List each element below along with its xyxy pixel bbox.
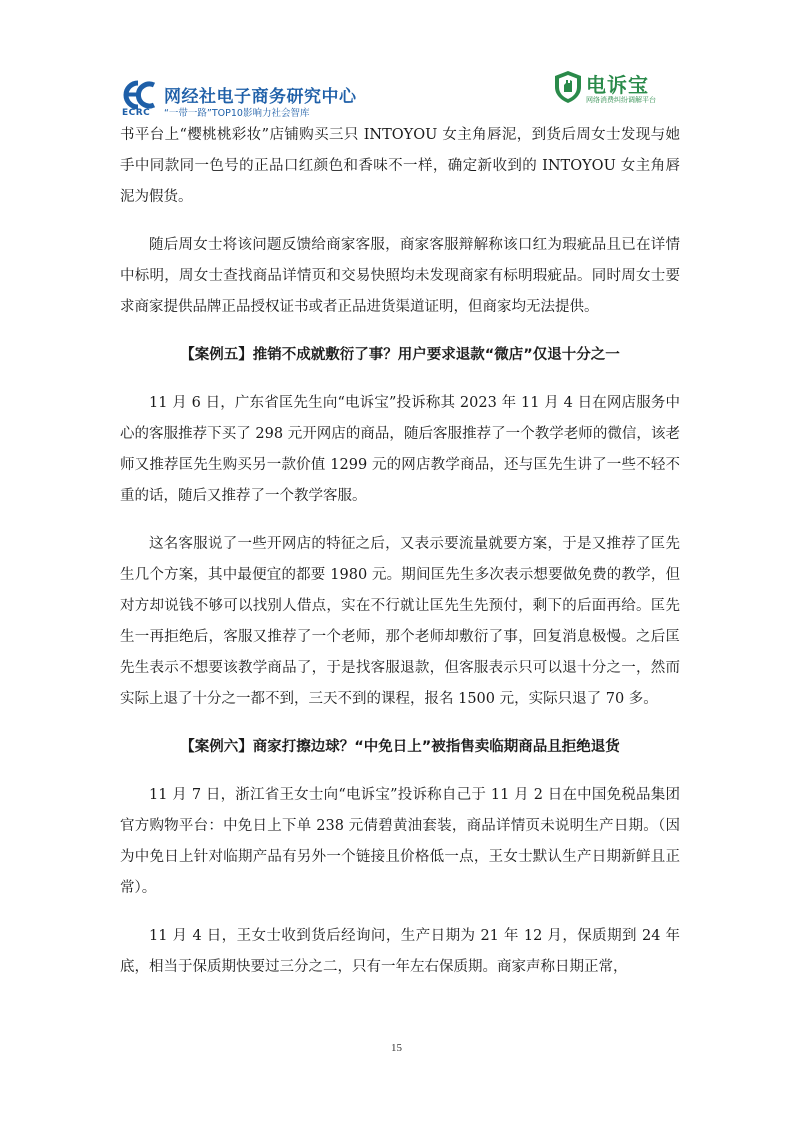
ecrc-logo: [118, 78, 378, 122]
brand-tagline: 网络消费纠纷调解平台: [586, 96, 656, 104]
paragraph-3: 11 月 6 日，广东省匡先生向“电诉宝”投诉称其 2023 年 11 月 4 日在网店服务中心的客服推荐下买了 298 元开网店的商品，随后客服推荐了一个教学老师的微信，该老师又推荐匡先生购买另一款价值 1299 元的网店教学商品，还与匡先生讲了一些不轻不重的话，随后又推荐了一个教学客服。: [120, 395, 680, 504]
shield-icon: [553, 70, 583, 104]
document-body: [120, 120, 680, 1000]
paragraph-2: 随后周女士将该问题反馈给商家客服，商家客服辩解称该口红为瑕疵品且已在详情中标明，周女士查找商品详情页和交易快照均未发现商家有标明瑕疵品。同时周女士要求商家提供品牌正品授权证书或者正品进货渠道证明，但商家均无法提供。: [120, 237, 680, 315]
org-tagline: “一带一路”TOP10影响力社会智库: [164, 108, 310, 119]
ecrc-abbr: ECRC: [122, 108, 151, 118]
dianshubao-logo: [553, 70, 678, 110]
paragraph-5: 11 月 7 日，浙江省王女士向“电诉宝”投诉称自己于 11 月 2 日在中国免税品集团官方购物平台：中免日上下单 238 元倩碧黄油套装，商品详情页未说明生产日期。（因为中免日上针对临期产品有另外一个链接且价格低一点，王女士默认生产日期新鲜且正常）。: [120, 787, 680, 896]
case-5-heading: 【案例五】推销不成就敷衍了事？用户要求退款“微店”仅退十分之一: [180, 347, 620, 363]
brand-name: 电诉宝: [586, 73, 649, 97]
org-name: 网经社电子商务研究中心: [164, 87, 357, 107]
page-number: 15: [391, 1042, 402, 1054]
case-6-heading: 【案例六】商家打擦边球？“中免日上”被指售卖临期商品且拒绝退货: [180, 739, 620, 755]
paragraph-4: 这名客服说了一些开网店的特征之后，又表示要流量就要方案，于是又推荐了匡先生几个方案，其中最便宜的都要 1980 元。期间匡先生多次表示想要做免费的教学，但对方却说钱不够可以找别人借点，实在不行就让匡先生先预付，剩下的后面再给。匡先生一再拒绝后，客服又推荐了一个老师，那个老师却敷衍了事，回复消息极慢。之后匡先生表示不想要该教学商品了，于是找客服退款，但客服表示只可以退十分之一，然而实际上退了十分之一都不到，三天不到的课程，报名 1500 元，实际只退了 70 多。: [120, 536, 680, 707]
page-header: [0, 0, 793, 120]
paragraph-6: 11 月 4 日，王女士收到货后经询问，生产日期为 21 年 12 月，保质期到 24 年底，相当于保质期快要过三分之二，只有一年左右保质期。商家声称日期正常，: [120, 928, 680, 975]
ecrc-emblem-icon: [118, 80, 162, 110]
paragraph-1: 书平台上“樱桃桃彩妆”店铺购买三只 INTOYOU 女主角唇泥，到货后周女士发现与她手中同款同一色号的正品口红颜色和香味不一样，确定新收到的 INTOYOU 女主角唇泥为假货。: [120, 127, 680, 205]
